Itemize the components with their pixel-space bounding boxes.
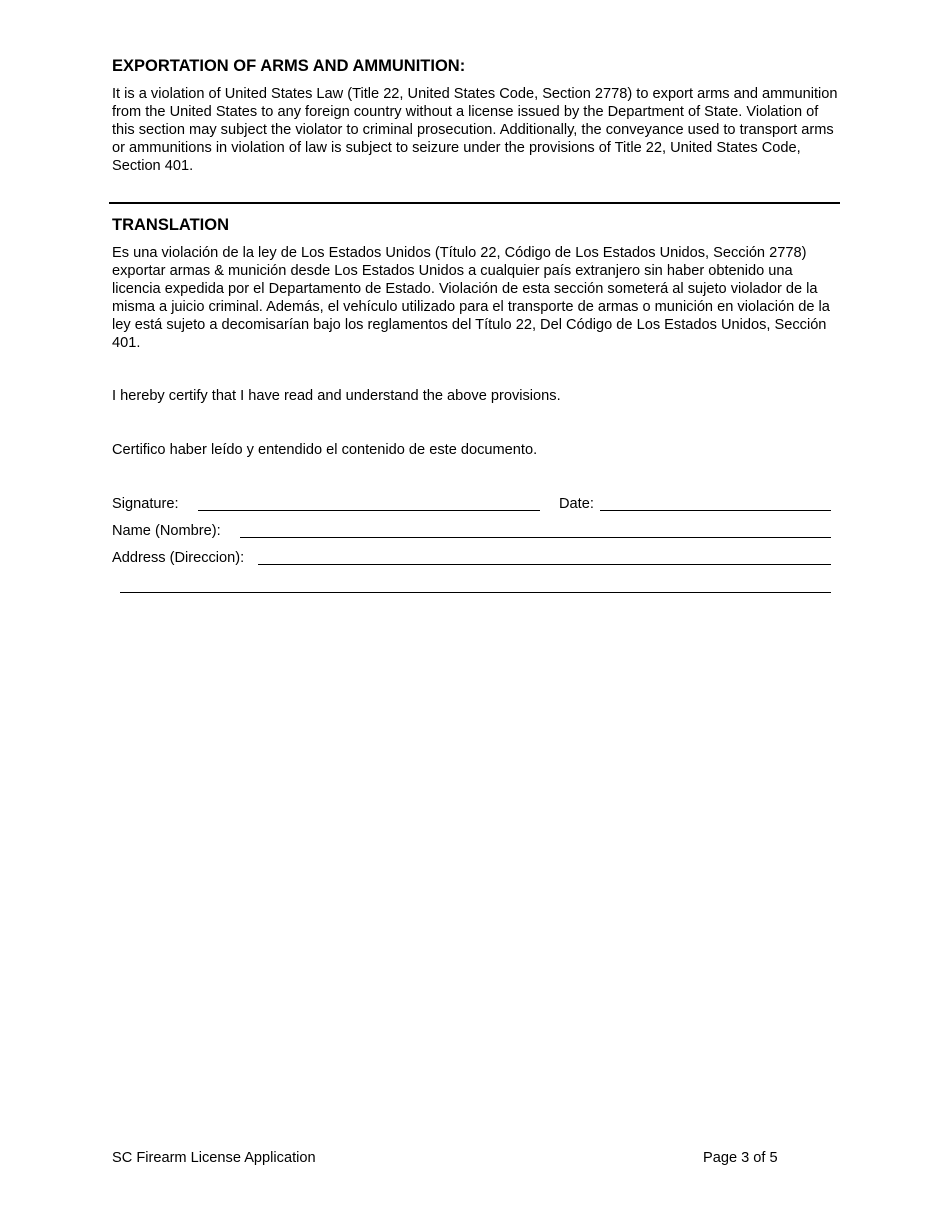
- signature-label: Signature:: [112, 496, 179, 512]
- date-label: Date:: [559, 496, 594, 512]
- name-field[interactable]: [240, 537, 831, 538]
- address-field[interactable]: [258, 564, 831, 565]
- export-paragraph: It is a violation of United States Law (Title 22, United States Code, Section 2778) to export arms and ammunition from the United States to any foreign country without a license issued by the Department of State. Violation of this section may subject the violator to criminal prosecution. Additionally, the conveyance used to transport arms or ammunitions in violation of law is subject to seizure under the provisions of Title 22, United States Code, Section 401.: [112, 86, 838, 174]
- address-row: [112, 549, 832, 567]
- signature-date-row: [112, 495, 832, 513]
- translation-heading: TRANSLATION: [112, 216, 230, 234]
- name-label: Name (Nombre):: [112, 523, 221, 539]
- address-continuation-row: [112, 577, 832, 595]
- footer-title: SC Firearm License Application: [112, 1150, 316, 1166]
- address-label: Address (Direccion):: [112, 550, 245, 566]
- section-divider: [109, 202, 840, 204]
- footer-page-number: Page 3 of 5: [703, 1150, 778, 1166]
- signature-field[interactable]: [198, 510, 540, 511]
- certification-english: I hereby certify that I have read and understand the above provisions.: [112, 388, 561, 404]
- date-field[interactable]: [600, 510, 831, 511]
- export-heading: EXPORTATION OF ARMS AND AMMUNITION:: [112, 57, 466, 75]
- certification-spanish: Certifico haber leído y entendido el contenido de este documento.: [112, 442, 538, 458]
- translation-paragraph: Es una violación de la ley de Los Estados Unidos (Título 22, Código de Los Estados Unidos, Sección 2778) exportar armas & munición desde Los Estados Unidos a cualquier país extranjero sin haber obtenido una licencia expedida por el Departamento de Estado. Violación de esta sección someterá al sujeto violador de la misma a juicio criminal. Además, el vehículo utilizado para el transporte de armas o munición en violación de la ley está sujeto a decomisarían bajo los reglamentos del Título 22, Del Código de Los Estados Unidos, Sección 401.: [112, 245, 830, 351]
- name-row: [112, 522, 832, 540]
- address-continuation-field[interactable]: [120, 592, 831, 593]
